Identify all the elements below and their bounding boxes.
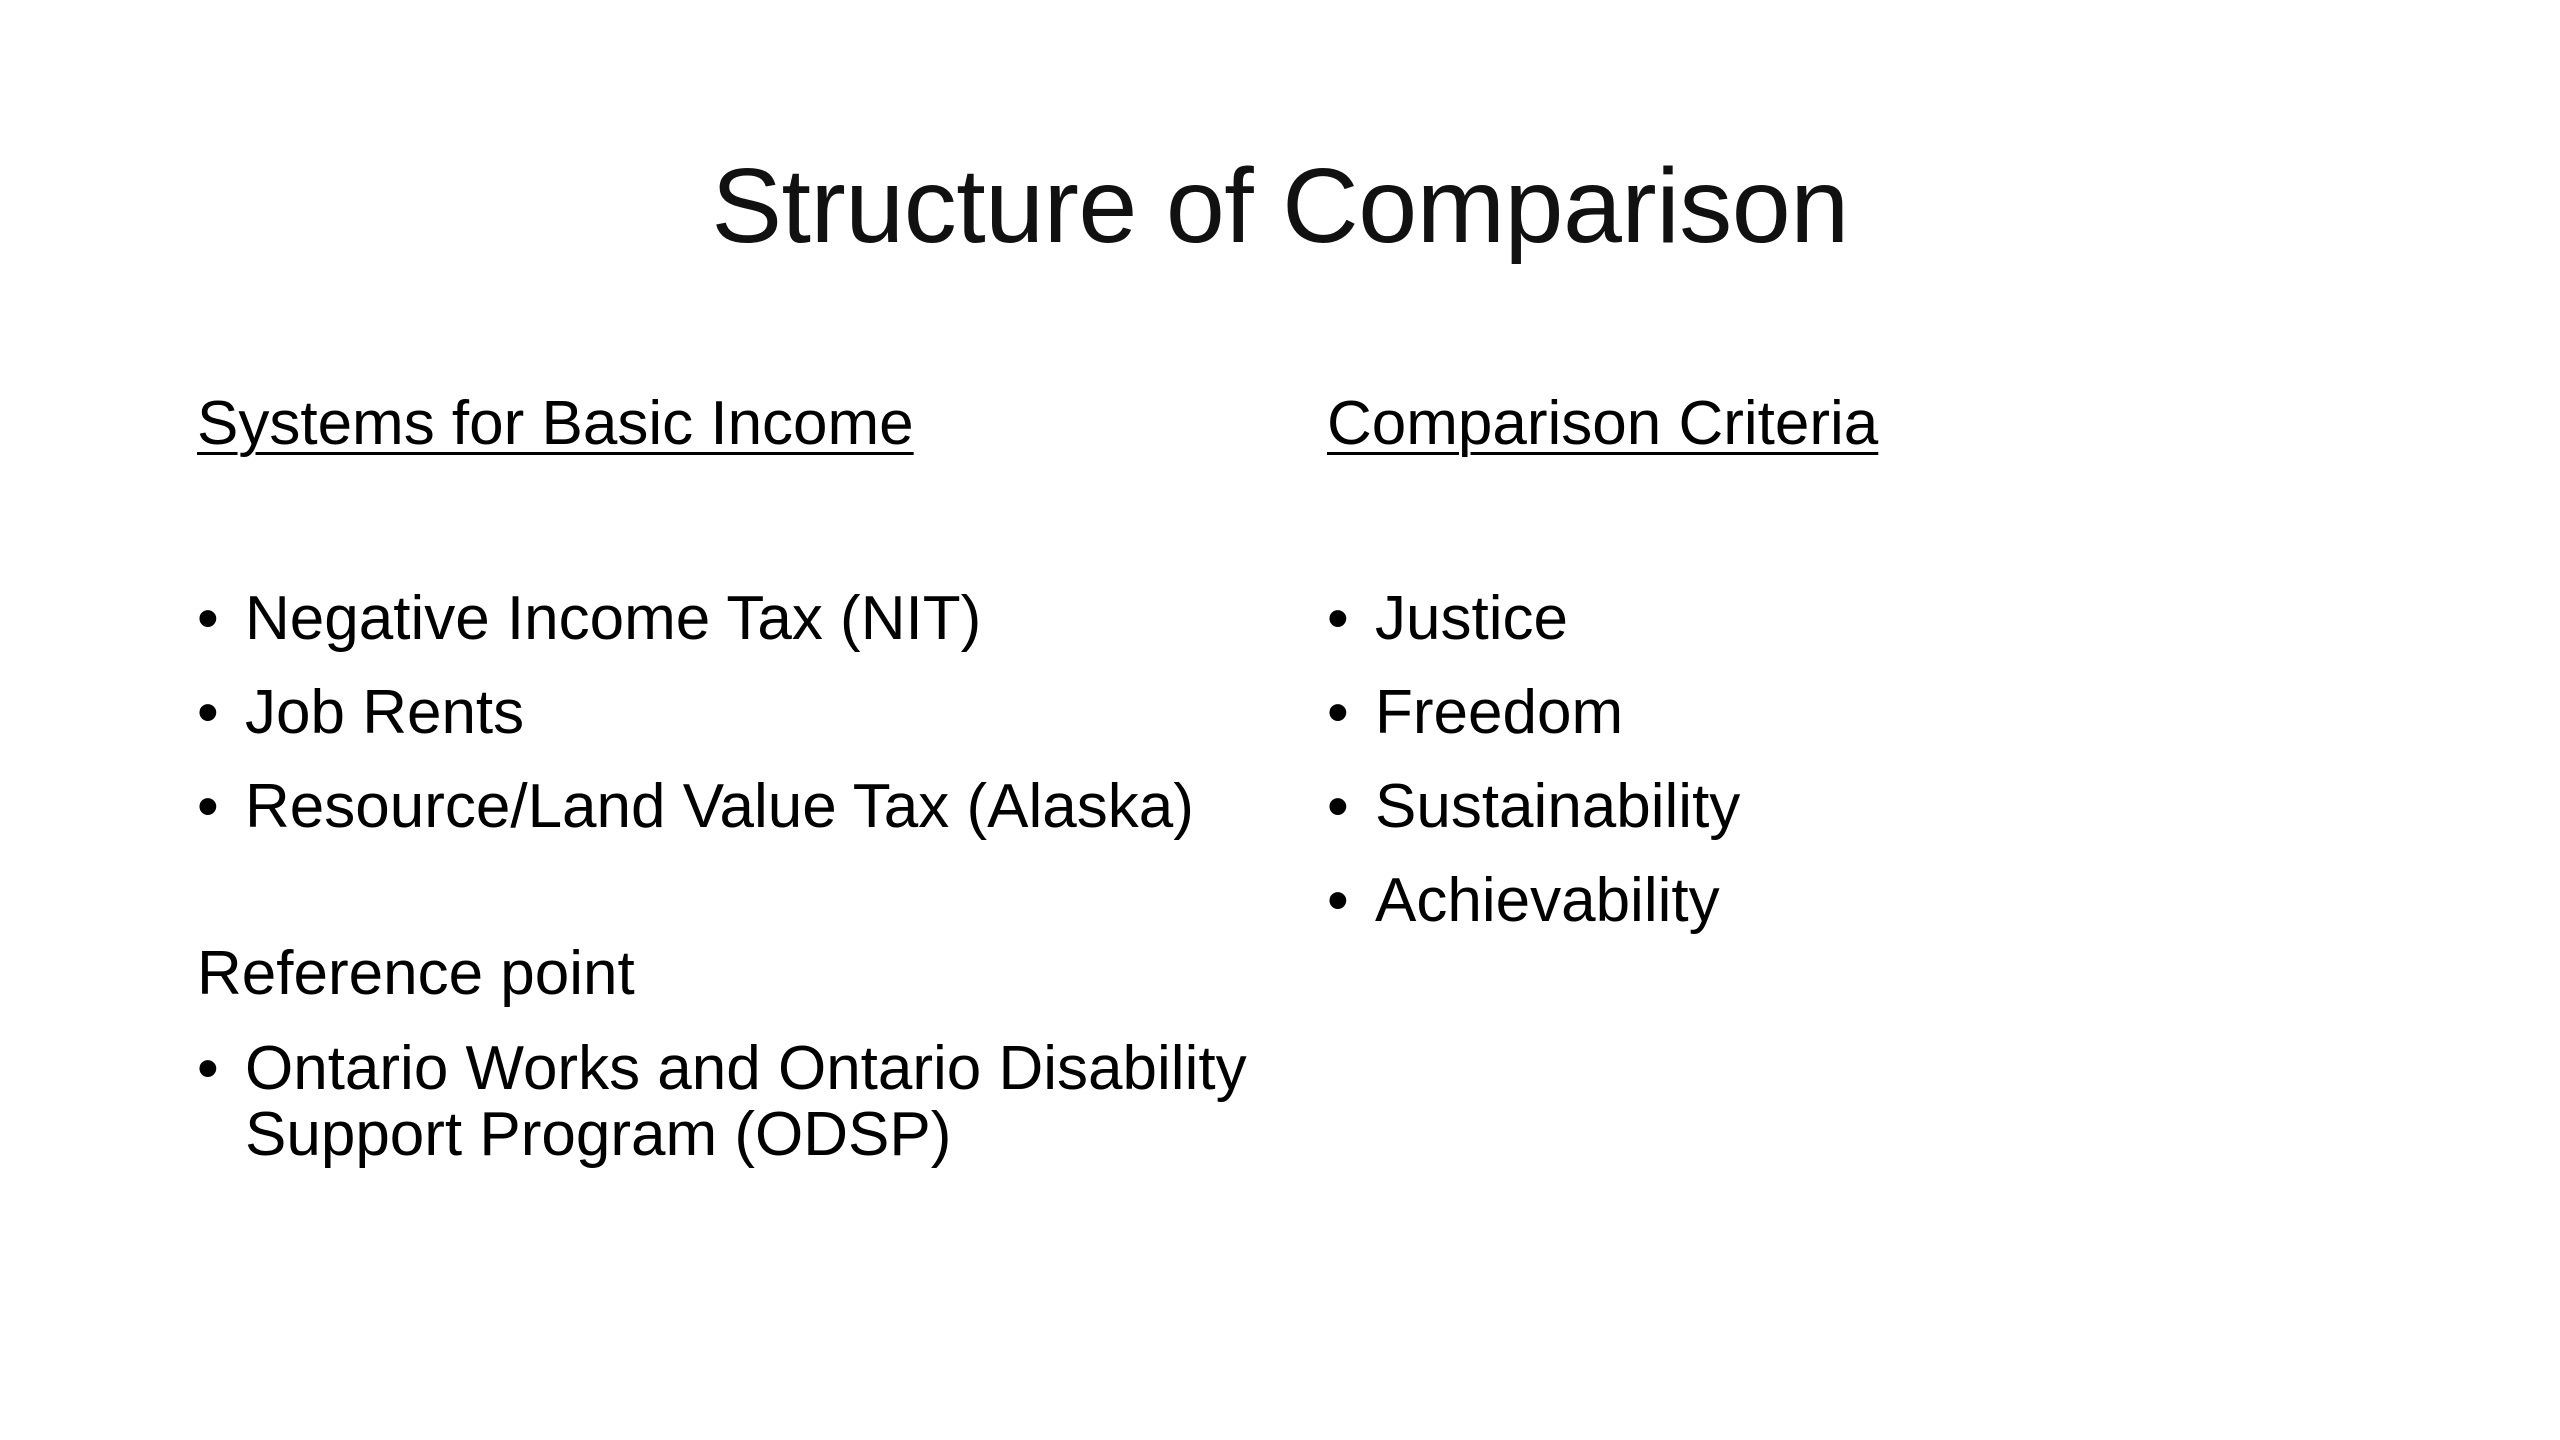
bullet-icon: • — [1327, 678, 1349, 748]
list-item-label: Ontario Works and Ontario Disability Support Program (ODSP) — [245, 1034, 1247, 1170]
reference-heading: Reference point — [197, 939, 635, 1009]
list-item — [197, 774, 1317, 840]
list-item-label: Justice — [1375, 584, 1568, 654]
list-item — [1327, 868, 2227, 934]
list-item — [1327, 586, 2227, 652]
criteria-list — [1327, 586, 2227, 934]
list-item — [197, 680, 1317, 746]
bullet-icon: • — [1327, 584, 1349, 654]
systems-column — [197, 390, 1317, 1196]
list-item — [197, 586, 1317, 652]
list-item — [197, 1036, 1285, 1168]
bullet-icon: • — [197, 584, 219, 654]
systems-heading: Systems for Basic Income — [197, 389, 914, 458]
list-item-label: Sustainability — [1375, 772, 1741, 842]
list-item-label: Freedom — [1375, 678, 1624, 748]
list-item-label: Resource/Land Value Tax (Alaska) — [245, 772, 1194, 842]
slide-title: Structure of Comparison — [711, 147, 1849, 265]
list-item — [1327, 774, 2227, 840]
list-item-label: Job Rents — [245, 678, 525, 748]
bullet-icon: • — [1327, 772, 1349, 842]
list-item-label: Achievability — [1375, 866, 1720, 936]
criteria-column — [1327, 390, 2227, 962]
systems-list — [197, 586, 1317, 840]
bullet-icon: • — [197, 772, 219, 842]
list-item — [1327, 680, 2227, 746]
bullet-icon: • — [197, 678, 219, 748]
list-item-label: Negative Income Tax (NIT) — [245, 584, 982, 654]
criteria-heading: Comparison Criteria — [1327, 389, 1879, 458]
reference-list — [197, 1036, 1317, 1168]
bullet-icon: • — [197, 1034, 219, 1104]
bullet-icon: • — [1327, 866, 1349, 936]
